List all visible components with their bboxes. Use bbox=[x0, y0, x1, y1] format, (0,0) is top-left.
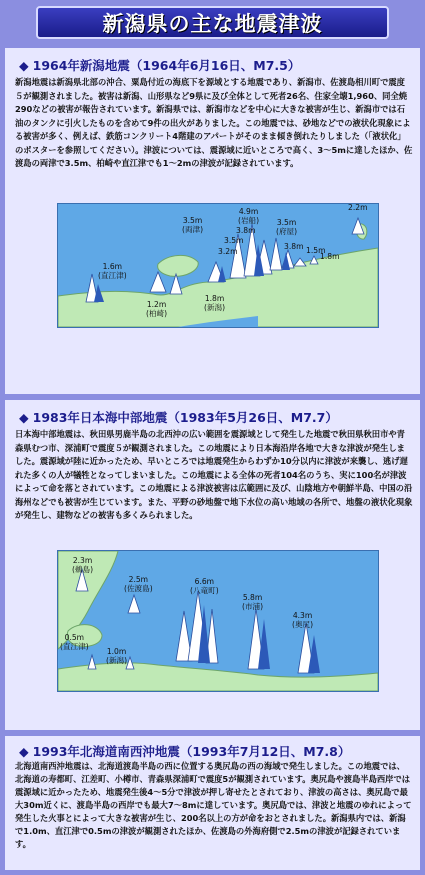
map-label: 4.3m (奥尻) bbox=[292, 611, 314, 629]
map-label: 1.5m bbox=[306, 246, 326, 255]
section-body: 日本海中部地震は、秋田県男鹿半島の北西沖の広い範囲を震源域として発生した地震で秋田県秋田市や青森県むつ市、深浦町で震度５が観測されました。この地震により日本海沿岸各地で大きな津波が発生しました。震源域が陸に近かったため、早いところでは地震発生からわずか10分以内に津波が来襲し、逃げ遅れた多くの人が犠牲となってしまいました。この地震による全体の死者104名のうち、実に100名が津波によって命を落とされています。この地震による津波被害は広範囲に及び、山陰地方や朝鮮半島、中国の沿海州などでも被害が生じています。また、平野の砂地盤で地下水位の高い地域の各所で、地盤の液状化現象が発生し、建物などの被害も多くみられました。 bbox=[15, 429, 413, 520]
section-1983-nihonkai-chubu bbox=[5, 400, 420, 730]
section-1993-hokkaido-nansei-oki bbox=[5, 736, 420, 870]
map-label: 1.8m (新潟) bbox=[204, 294, 226, 312]
map-label: 3.8m bbox=[284, 242, 304, 251]
map-label: 2.2m bbox=[348, 203, 368, 212]
map-label: 5.8m (市浦) bbox=[242, 593, 264, 611]
diamond-bullet-icon: ◆ bbox=[19, 58, 29, 73]
tsunami-map-1983 bbox=[57, 550, 379, 692]
map-graphic bbox=[58, 551, 378, 691]
map-label: 2.3m (鵜島) bbox=[72, 556, 94, 574]
map-label: 6.6m (八竜町) bbox=[190, 577, 219, 595]
section-heading: ◆ 1983年日本海中部地震（1983年5月26日、M7.7） bbox=[19, 410, 338, 425]
map-label: 3.2m bbox=[218, 247, 238, 256]
diamond-bullet-icon: ◆ bbox=[19, 410, 29, 425]
map-label: 1.2m (柏崎) bbox=[146, 300, 168, 318]
map-label: 3.5m bbox=[224, 236, 244, 245]
tsunami-map-1964 bbox=[57, 203, 379, 328]
map-label: 3.5m (府屋) bbox=[276, 218, 298, 236]
section-body: 新潟地震は新潟県北部の沖合、粟島付近の海底下を源域とする地震であり、新潟市、佐渡島相川町で震度５が観測されました。被害は新潟、山形県など9県に及び全体として死者26名、住家全壊1,960、同全焼290などの被害が報告されています。新潟県では、新潟市などを中心に大きな被害が生じ、新潟市では石油のタンクに引火したものを含めて9件の出火がありました。この地震では、砂地などでの液状化現象による被害が多く、例えば、鉄筋コンクリート4階建のアパートがそのまま傾き倒れたりしました（「液状化」のポスターを参照してください）。津波については、震源域に近いところで高く、3～5mに達したほか、佐渡島の両津で3.5m、柏崎や直江津でも1～2mの津波が記録されています。 bbox=[15, 77, 413, 168]
map-label: 1.8m bbox=[320, 252, 340, 261]
map-label: 1.6m (直江津) bbox=[98, 262, 127, 280]
map-label: 1.0m (新潟) bbox=[106, 647, 128, 665]
map-label: 3.8m bbox=[236, 226, 256, 235]
diamond-bullet-icon: ◆ bbox=[19, 744, 29, 759]
section-heading: ◆ 1993年北海道南西沖地震（1993年7月12日、M7.8） bbox=[19, 744, 351, 759]
section-body: 北海道南西沖地震は、北海道渡島半島の西に位置する奥尻島の西の海域で発生しました。この地震では、北海道の寿都町、江差町、小樽市、青森県深浦町で震度5が観測されています。奥尻島や渡島半島西岸では震源域に近かったため、地震発生後4～5分で津波が押し寄せたとされており、津波の高さは、奥尻島で最大30m近くに、渡島半島の西岸でも最大7～8mに達しています。奥尻島では、津波と地震のゆれによって発生した火事とによって大きな被害が生じ、200名以上の方が命をおとされました。新潟県内では、新潟で1.0m、直江津で0.5mの津波が観測されたほか、佐渡島の外海府側で2.5mの津波が記録されています。 bbox=[15, 761, 412, 849]
section-heading: ◆ 1964年新潟地震（1964年6月16日、M7.5） bbox=[19, 58, 301, 73]
page-title-banner bbox=[36, 6, 389, 39]
section-1964-niigata bbox=[5, 48, 420, 394]
map-label: 2.5m (佐渡島) bbox=[124, 575, 153, 593]
map-label: 4.9m (岩船) bbox=[238, 207, 260, 225]
map-label: 3.5m (両津) bbox=[182, 216, 204, 234]
page-title: 新潟県の主な地震津波 bbox=[102, 11, 323, 36]
map-label: 0.5m (直江津) bbox=[60, 633, 89, 651]
